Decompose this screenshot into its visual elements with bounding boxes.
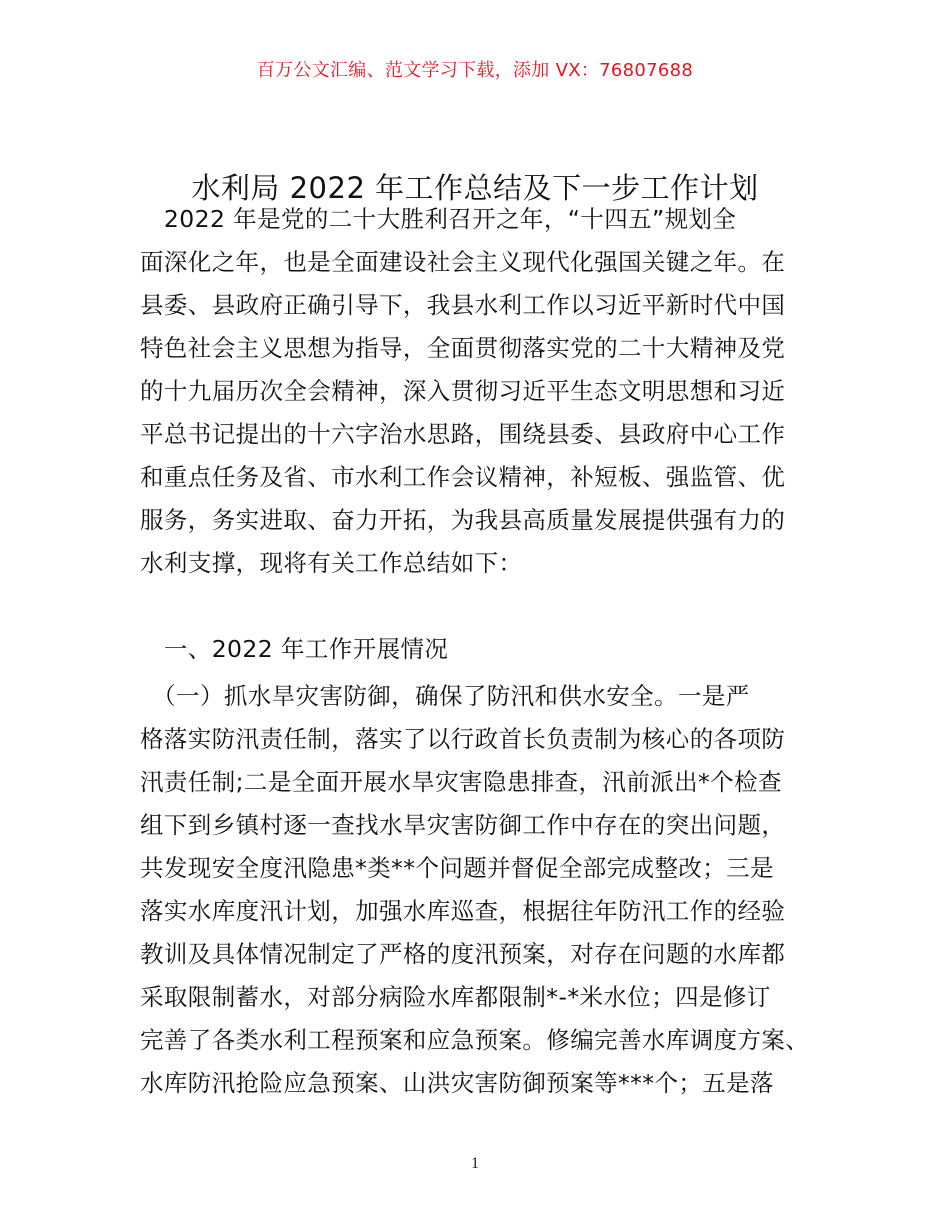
body-line: 平总书记提出的十六字治水思路，围绕县委、县政府中心工作	[140, 420, 786, 448]
body-line: 特色社会主义思想为指导，全面贯彻落实党的二十大精神及党	[140, 334, 786, 362]
body-line: 和重点任务及省、市水利工作会议精神，补短板、强监管、优	[140, 463, 786, 491]
body-line: 水库防汛抢险应急预案、山洪灾害防御预案等***个；五是落	[140, 1069, 774, 1097]
document-title: 水利局 2022 年工作总结及下一步工作计划	[191, 171, 759, 205]
body-line: 共发现安全度汛隐患*类**个问题并督促全部完成整改；三是	[140, 854, 774, 882]
body-line: （一）抓水旱灾害防御，确保了防汛和供水安全。一是严	[140, 682, 750, 710]
body-line: 组下到乡镇村逐一查找水旱灾害防御工作中存在的突出问题，	[140, 811, 786, 839]
body-line: 教训及具体情况制定了严格的度汛预案，对存在问题的水库都	[140, 940, 786, 968]
body-line: 面深化之年，也是全面建设社会主义现代化强国关键之年。在	[140, 248, 786, 276]
body-line: 的十九届历次全会精神，深入贯彻习近平生态文明思想和习近	[140, 377, 786, 405]
body-line: 落实水库度汛计划，加强水库巡查，根据往年防汛工作的经验	[140, 897, 786, 925]
body-line: 2022 年是党的二十大胜利召开之年，“十四五”规划全	[140, 205, 737, 233]
body-line: 水利支撑，现将有关工作总结如下：	[140, 549, 523, 577]
body-line: 汛责任制;二是全面开展水旱灾害隐患排查，汛前派出*个检查	[140, 768, 782, 796]
section-heading: 一、2022 年工作开展情况	[140, 635, 449, 663]
body-line: 县委、县政府正确引导下，我县水利工作以习近平新时代中国	[140, 291, 786, 319]
body-line: 采取限制蓄水，对部分病险水库都限制*-*米水位；四是修订	[140, 983, 771, 1011]
watermark-header: 百万公文汇编、范文学习下载，添加 VX：76807688	[256, 60, 694, 81]
body-line: 服务，务实进取、奋力开拓，为我县高质量发展提供强有力的	[140, 506, 786, 534]
page-number: 1	[471, 1155, 479, 1172]
body-line: 格落实防汛责任制，落实了以行政首长负责制为核心的各项防	[140, 725, 786, 753]
body-line: 完善了各类水利工程预案和应急预案。修编完善水库调度方案、	[140, 1026, 810, 1054]
